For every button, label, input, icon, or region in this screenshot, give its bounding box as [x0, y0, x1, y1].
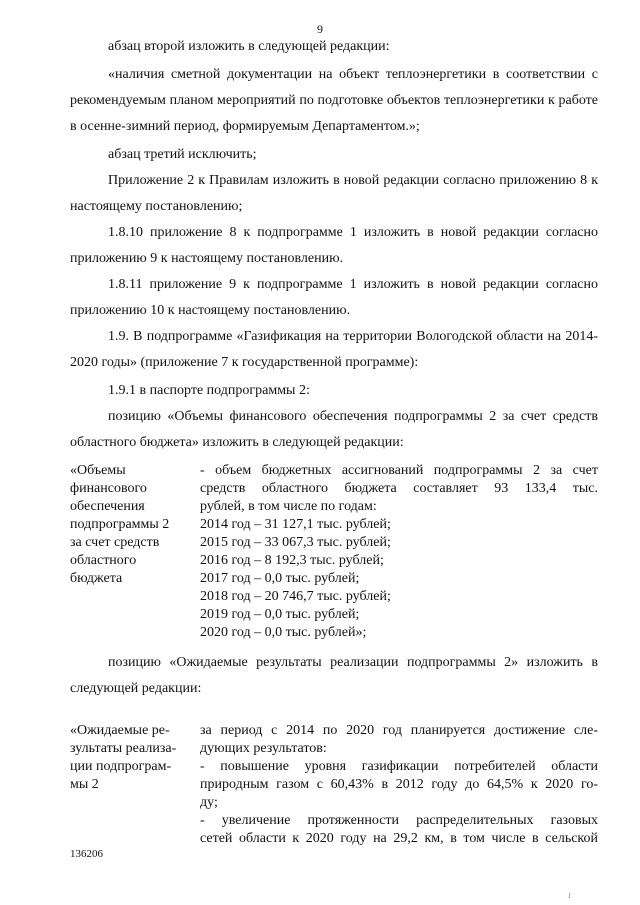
corner-mark: J	[568, 892, 571, 900]
table-cell-line: - объем бюджетных ассигнований подпрограммы 2 за счет	[200, 463, 598, 478]
financing-table	[70, 462, 598, 642]
table-cell-line: «Объемы	[70, 463, 126, 478]
table-cell-line: ции подпрограм-	[70, 759, 172, 774]
table-cell-line: - повышение уровня газификации потребителей области	[200, 759, 598, 774]
table-cell-line: средств областного бюджета составляет 93 133,4 тыс.	[200, 481, 598, 496]
table-cell-line: сетей области к 2020 году на 29,2 км, в том числе в сельской	[200, 831, 598, 846]
financing-table-label	[70, 462, 190, 588]
table-cell-line: 2019 год – 0,0 тыс. рублей;	[200, 607, 360, 622]
paragraph-6: 1.8.11 приложение 9 к подпрограмме 1 изложить в новой редакции согласно приложению 10 к настоящему постановлению.	[70, 277, 598, 318]
table-cell-line: финансового	[70, 481, 147, 496]
table-cell-line: мы 2	[70, 777, 99, 792]
paragraph-1: абзац второй изложить в следующей редакции:	[108, 39, 390, 54]
paragraph-2: «наличия сметной документации на объект теплоэнергетики в соответствии с рекомендуемым планом мероприятий по подготовке объектов теплоэнергетики к работе в осенне-зимний период, формируемым Департаментом.»;	[70, 67, 598, 134]
table-cell-line: обеспечения	[70, 499, 145, 514]
table-cell-line: - увеличение протяженности распределительных газовых	[200, 813, 598, 828]
table-cell-line: за счет средств	[70, 535, 160, 550]
paragraph-4: Приложение 2 к Правилам изложить в новой редакции согласно приложению 8 к настоящему постановлению;	[70, 173, 598, 214]
paragraph-5: 1.8.10 приложение 8 к подпрограмме 1 изложить в новой редакции согласно приложению 9 к настоящему постановлению.	[70, 225, 598, 266]
table-cell-line: зультаты реализа-	[70, 741, 177, 756]
table-cell-line: «Ожидаемые ре-	[70, 723, 170, 738]
expected-results-label	[70, 722, 190, 794]
table-cell-line: за период с 2014 по 2020 год планируется достижение сле-	[200, 723, 598, 738]
table-cell-line: ду;	[200, 795, 218, 810]
table-cell-line: 2020 год – 0,0 тыс. рублей»;	[200, 625, 367, 640]
financing-table-value	[200, 462, 598, 642]
table-cell-line: дующих результатов:	[200, 741, 327, 756]
paragraph-3: абзац третий исключить;	[108, 147, 257, 162]
paragraph-8: 1.9.1 в паспорте подпрограммы 2:	[108, 383, 310, 398]
table-cell-line: подпрограммы 2	[70, 517, 170, 532]
paragraph-7: 1.9. В подпрограмме «Газификация на территории Вологодской области на 2014-2020 годы» (приложение 7 к государственной программе):	[70, 329, 598, 370]
table-cell-line: 2017 год – 0,0 тыс. рублей;	[200, 571, 360, 586]
expected-results-table	[70, 722, 598, 848]
table-cell-line: 2018 год – 20 746,7 тыс. рублей;	[200, 589, 391, 604]
table-cell-line: природным газом с 60,43% в 2012 году до 64,5% к 2020 го-	[200, 777, 598, 792]
paragraph-10: позицию «Ожидаемые результаты реализации подпрограммы 2» изложить в следующей редакции:	[70, 655, 598, 696]
table-cell-line: бюджета	[70, 571, 123, 586]
table-cell-line: рублей, в том числе по годам:	[200, 499, 377, 514]
paragraph-9: позицию «Объемы финансового обеспечения подпрограммы 2 за счет средств областного бюджета» изложить в следующей редакции:	[70, 409, 598, 450]
document-code: 136206	[70, 848, 103, 860]
page-number: 9	[317, 22, 323, 36]
table-cell-line: 2015 год – 33 067,3 тыс. рублей;	[200, 535, 391, 550]
table-cell-line: 2016 год – 8 192,3 тыс. рублей;	[200, 553, 384, 568]
table-cell-line: 2014 год – 31 127,1 тыс. рублей;	[200, 517, 391, 532]
expected-results-value	[200, 722, 598, 848]
table-cell-line: областного	[70, 553, 137, 568]
